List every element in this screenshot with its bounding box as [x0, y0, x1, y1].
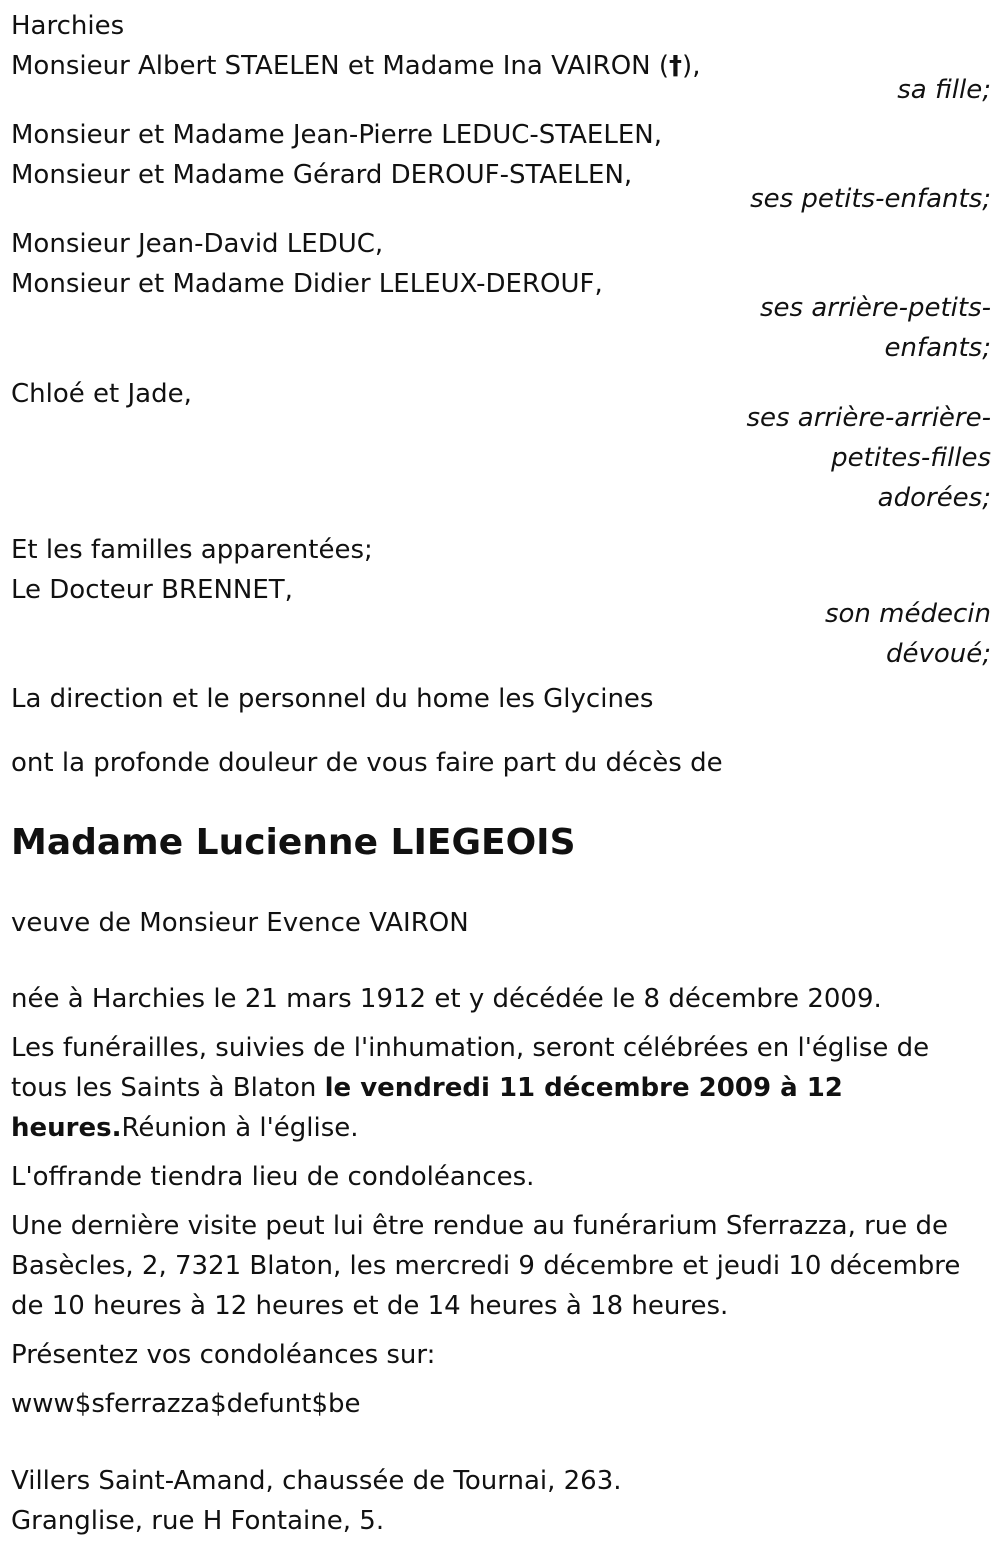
family-group-doctor [11, 530, 991, 674]
relation-role: ses arrière-arrière- petites-filles adorées; [746, 403, 991, 513]
family-line: Le Docteur BRENNET, [11, 575, 293, 605]
funeral-date: le vendredi 11 décembre 2009 à 12 heures. [11, 1073, 843, 1143]
family-line: Et les familles apparentées; [11, 535, 373, 565]
family-line: Monsieur Jean-David LEDUC, [11, 229, 384, 259]
family-line: Monsieur et Madame Gérard DEROUF-STAELEN, [11, 160, 633, 190]
family-group-grandchildren [11, 115, 991, 219]
family-line: Monsieur et Madame Jean-Pierre LEDUC-STAELEN, [11, 120, 662, 150]
condolences-label: Présentez vos condoléances sur: [11, 1340, 436, 1370]
family-line: Monsieur Albert STAELEN et Madame Ina VAIRON (†), [11, 51, 701, 81]
birth-death-line: née à Harchies le 21 mars 1912 et y décédée le 8 décembre 2009. [11, 984, 882, 1014]
cross-icon: † [669, 51, 683, 81]
home-staff-line: La direction et le personnel du home les Glycines [11, 684, 654, 714]
funeral-paragraph: Les funérailles, suivies de l'inhumation, seront célébrées en l'église de tous les Saints à Blaton le vendredi 11 décembre 2009 à 12 heures.Réunion à l'église. [11, 1033, 930, 1143]
relation-role: ses arrière-petits- enfants; [760, 293, 991, 363]
condolences-site: www$sferrazza$defunt$be [11, 1389, 361, 1419]
location-header: Harchies [11, 11, 125, 41]
widow-of-line: veuve de Monsieur Evence VAIRON [11, 908, 469, 938]
address-line: Villers Saint-Amand, chaussée de Tournai, 263. [11, 1466, 622, 1496]
relation-role: sa fille; [897, 75, 991, 105]
offering-line: L'offrande tiendra lieu de condoléances. [11, 1162, 535, 1192]
family-line: Monsieur et Madame Didier LELEUX-DEROUF, [11, 269, 603, 299]
deceased-name: Madame Lucienne LIEGEOIS [11, 822, 576, 863]
family-group-daughter [11, 46, 991, 110]
relation-role: ses petits-enfants; [750, 184, 991, 214]
family-group-great-great-grandchildren [11, 374, 991, 518]
family-line: Chloé et Jade, [11, 379, 192, 409]
obituary-notice [11, 6, 991, 1541]
relation-role: son médecin dévoué; [824, 599, 991, 669]
visit-paragraph: Une dernière visite peut lui être rendue au funérarium Sferrazza, rue de Basècles, 2, 7321 Blaton, les mercredi 9 décembre et jeudi 10 décembre de 10 heures à 12 heures et de 14 heures à 18 heures. [11, 1211, 961, 1321]
family-group-great-grandchildren [11, 224, 991, 368]
announcement-line: ont la profonde douleur de vous faire part du décès de [11, 748, 723, 778]
address-line: Granglise, rue H Fontaine, 5. [11, 1506, 385, 1536]
